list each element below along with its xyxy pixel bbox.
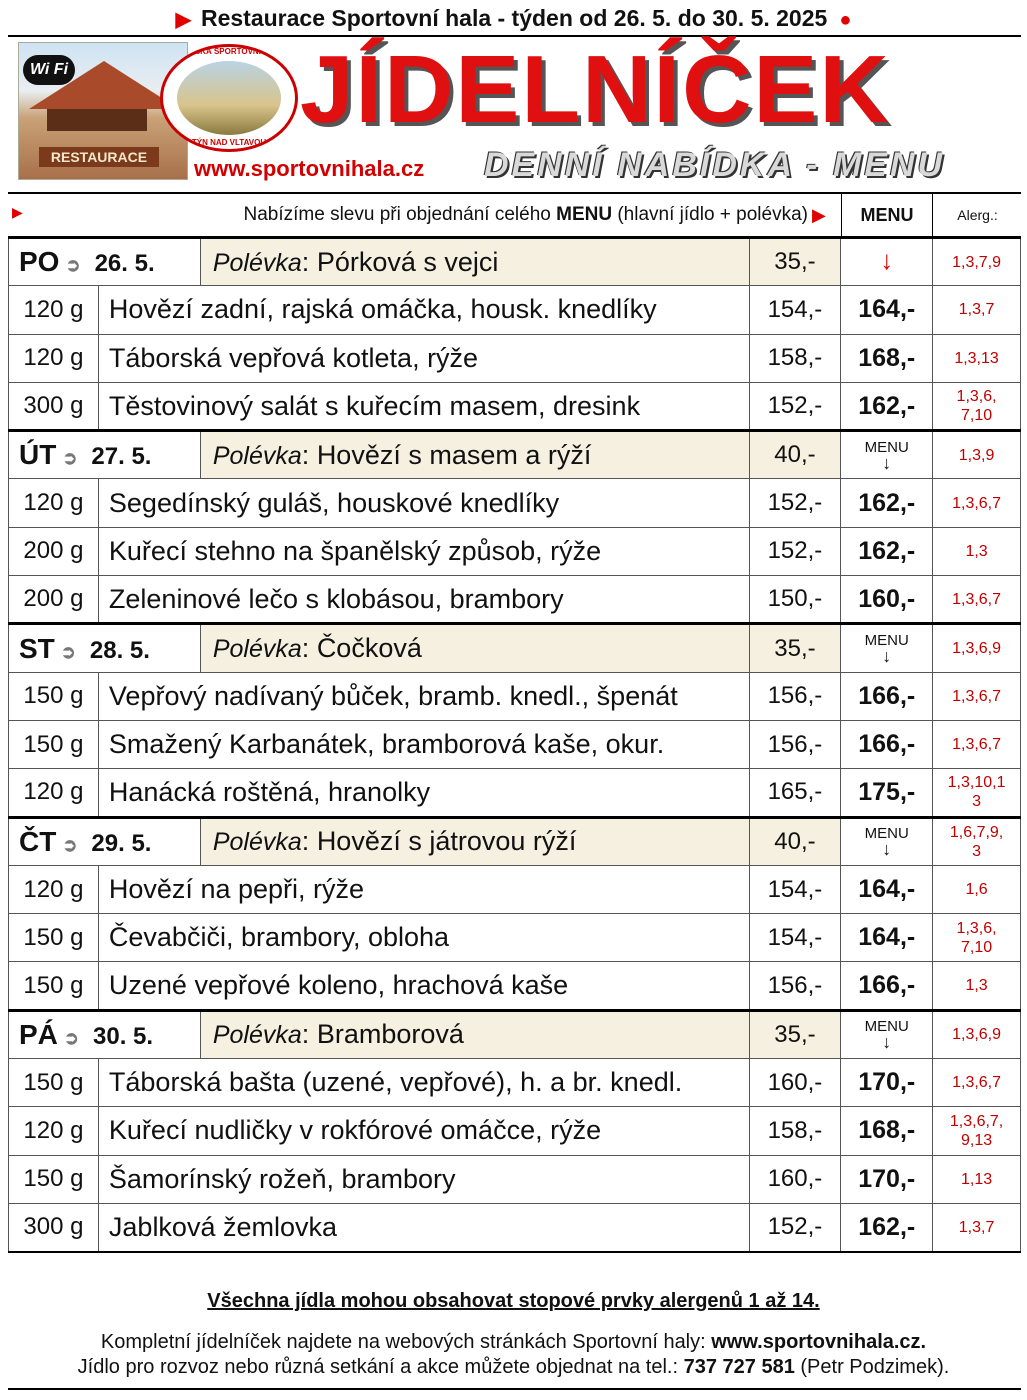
soup-menu-marker (841, 817, 933, 865)
meal-name: Hanácká roštěná, hranolky (98, 769, 749, 817)
meal-weight: 150 g (9, 672, 99, 720)
menu-marker-text: MENU (864, 1018, 909, 1036)
meal-menu-price: 168,- (841, 1107, 933, 1155)
red-triangle-icon: ▶ (175, 9, 191, 31)
meal-menu-price: 166,- (841, 962, 933, 1010)
menu-marker-text: MENU (864, 632, 909, 650)
meal-row (9, 720, 1021, 768)
meal-name: Zeleninové lečo s klobásou, brambory (98, 576, 749, 624)
day-label (9, 238, 201, 286)
meal-row (9, 1107, 1021, 1155)
day-label (9, 817, 201, 865)
meal-menu-price: 162,- (841, 1203, 933, 1251)
meal-row (9, 576, 1021, 624)
meal-allergens: 1,3,13 (933, 334, 1021, 382)
meal-row (9, 334, 1021, 382)
meal-weight: 120 g (9, 769, 99, 817)
meal-menu-price: 162,- (841, 527, 933, 575)
day-name: ST (19, 632, 55, 664)
right-arrow-icon: ➲ (65, 255, 81, 276)
page-title: JÍDELNÍČEK (300, 36, 891, 143)
meal-row (9, 914, 1021, 962)
meal-name: Kuřecí nudličky v rokfórové omáčce, rýže (98, 1107, 749, 1155)
down-arrow-icon: ↓ (882, 1032, 892, 1053)
meal-name: Táborská vepřová kotleta, rýže (98, 334, 749, 382)
day-date: 28. 5. (89, 636, 150, 664)
meal-name: Hovězí na pepři, rýže (98, 865, 749, 913)
meal-price: 152,- (749, 527, 841, 575)
meal-row (9, 1155, 1021, 1203)
meal-name: Uzené vepřové koleno, hrachová kaše (98, 962, 749, 1010)
meal-price: 156,- (749, 720, 841, 768)
day-name: ČT (19, 825, 57, 857)
meal-row (9, 382, 1021, 430)
footer-website: Kompletní jídelníček najdete na webových stránkách Sportovní haly: www.sportovnihala.cz. (100, 1331, 927, 1353)
meal-price: 154,- (749, 914, 841, 962)
meal-menu-price: 162,- (841, 479, 933, 527)
meal-row (9, 672, 1021, 720)
soup-label: Polévka (212, 635, 302, 664)
meal-name: Čevabčiči, brambory, obloha (98, 914, 749, 962)
meal-price: 156,- (749, 672, 841, 720)
meal-price: 160,- (749, 1059, 841, 1107)
meal-menu-price: 164,- (841, 865, 933, 913)
soup-name: Polévka: Bramborová (200, 1010, 749, 1058)
soup-allergens: 1,6,7,9, 3 (933, 817, 1021, 865)
meal-menu-price: 170,- (841, 1059, 933, 1107)
meal-weight: 300 g (9, 382, 99, 430)
meal-name: Těstovinový salát s kuřecím masem, dresink (98, 382, 749, 430)
down-arrow-icon: ↓ (882, 839, 892, 860)
meal-row (9, 769, 1021, 817)
day-name: ÚT (19, 439, 57, 471)
meal-weight: 120 g (9, 334, 99, 382)
meal-weight: 120 g (9, 1107, 99, 1155)
soup-allergens: 1,3,9 (933, 431, 1021, 479)
soup-menu-marker (841, 431, 933, 479)
meal-menu-price: 168,- (841, 334, 933, 382)
day-header-row (9, 1010, 1021, 1058)
soup-allergens: 1,3,6,9 (933, 624, 1021, 672)
soup-name: Polévka: Hovězí s játrovou rýží (200, 817, 749, 865)
meal-row (9, 1059, 1021, 1107)
meal-allergens: 1,6 (933, 865, 1021, 913)
soup-label: Polévka (212, 1021, 302, 1050)
restaurant-sign: RESTAURACE (39, 147, 159, 167)
meal-row (9, 527, 1021, 575)
soup-name: Polévka: Čočková (200, 624, 749, 672)
meal-allergens: 1,3 (933, 527, 1021, 575)
soup-allergens: 1,3,7,9 (933, 238, 1021, 286)
meal-allergens: 1,3,6,7 (933, 672, 1021, 720)
meal-weight: 200 g (9, 576, 99, 624)
meal-row (9, 865, 1021, 913)
meal-allergens: 1,3,7 (933, 1203, 1021, 1251)
soup-label: Polévka (212, 828, 302, 857)
meal-allergens: 1,3,6, 7,10 (933, 914, 1021, 962)
meal-menu-price: 166,- (841, 672, 933, 720)
meal-weight: 150 g (9, 1155, 99, 1203)
day-date: 29. 5. (91, 829, 152, 857)
menu-price-header: MENU (841, 194, 933, 236)
down-arrow-icon: ↓ (880, 244, 894, 275)
soup-text: Bramborová (316, 1019, 464, 1050)
meal-allergens: 1,13 (933, 1155, 1021, 1203)
meal-name: Vepřový nadívaný bůček, bramb. knedl., špenát (98, 672, 749, 720)
meal-price: 160,- (749, 1155, 841, 1203)
meal-weight: 150 g (9, 962, 99, 1010)
meal-name: Táborská bašta (uzené, vepřové), h. a br. knedl. (98, 1059, 749, 1107)
header (8, 38, 1021, 186)
meal-weight: 150 g (9, 720, 99, 768)
meal-allergens: 1,3,10,1 3 (933, 769, 1021, 817)
meal-row (9, 479, 1021, 527)
day-date: 27. 5. (91, 443, 152, 471)
meal-allergens: 1,3,6,7 (933, 479, 1021, 527)
meal-price: 156,- (749, 962, 841, 1010)
meal-price: 152,- (749, 479, 841, 527)
meal-menu-price: 166,- (841, 720, 933, 768)
soup-menu-marker (841, 624, 933, 672)
soup-price: 40,- (749, 817, 841, 865)
meal-weight: 150 g (9, 1059, 99, 1107)
meal-weight: 200 g (9, 527, 99, 575)
day-name: PO (19, 246, 60, 278)
day-date: 30. 5. (93, 1022, 154, 1050)
soup-text: Hovězí s masem a rýží (316, 439, 592, 470)
day-header-row (9, 817, 1021, 865)
right-arrow-icon: ➲ (63, 1027, 79, 1048)
meal-price: 150,- (749, 576, 841, 624)
soup-label: Polévka (212, 441, 302, 470)
meal-name: Smažený Karbanátek, bramborová kaše, okur. (98, 720, 749, 768)
soup-text: Hovězí s játrovou rýží (316, 826, 577, 857)
meal-weight: 300 g (9, 1203, 99, 1251)
soup-text: Pórková s vejci (316, 246, 499, 277)
meal-price: 165,- (749, 769, 841, 817)
day-date: 26. 5. (94, 250, 155, 278)
day-label (9, 431, 201, 479)
meal-price: 154,- (749, 286, 841, 334)
red-dot-icon: ● (839, 9, 852, 31)
menu-table (8, 236, 1021, 1253)
soup-text: Čočková (316, 633, 422, 664)
wifi-icon: Wi Fi (23, 55, 75, 85)
meal-menu-price: 160,- (841, 576, 933, 624)
soup-name: Polévka: Hovězí s masem a rýží (200, 431, 749, 479)
meal-menu-price: 162,- (841, 382, 933, 430)
down-arrow-icon: ↓ (882, 646, 892, 667)
right-arrow-icon: ➲ (62, 448, 78, 469)
soup-price: 35,- (749, 624, 841, 672)
meal-price: 154,- (749, 865, 841, 913)
meal-weight: 120 g (9, 286, 99, 334)
meal-menu-price: 175,- (841, 769, 933, 817)
meal-allergens: 1,3,6,7 (933, 720, 1021, 768)
meal-price: 152,- (749, 1203, 841, 1251)
soup-menu-marker (841, 1010, 933, 1058)
down-arrow-icon: ↓ (882, 452, 892, 473)
day-header-row (9, 624, 1021, 672)
meal-allergens: 1,3,6,7, 9,13 (933, 1107, 1021, 1155)
promo-row (8, 192, 1021, 236)
day-label (9, 624, 201, 672)
soup-price: 35,- (749, 238, 841, 286)
meal-name: Hovězí zadní, rajská omáčka, housk. knedlíky (98, 286, 749, 334)
meal-row (9, 286, 1021, 334)
menu-marker-text: MENU (864, 438, 909, 456)
top-banner-text: Restaurace Sportovní hala - týden od 26. 5. do 30. 5. 2025 (200, 5, 828, 31)
allergen-note: Všechna jídla mohou obsahovat stopové prvky alergenů 1 až 14. (207, 1290, 820, 1312)
allergen-header: Alerg.: (957, 207, 998, 223)
meal-allergens: 1,3,6,7 (933, 1059, 1021, 1107)
divider (8, 1388, 1021, 1390)
day-name: PÁ (19, 1018, 58, 1050)
soup-menu-marker (841, 238, 933, 286)
soup-allergens: 1,3,6,9 (933, 1010, 1021, 1058)
soup-price: 35,- (749, 1010, 841, 1058)
soup-name: Polévka: Pórková s vejci (200, 238, 749, 286)
meal-name: Segedínský guláš, houskové knedlíky (98, 479, 749, 527)
red-triangle-icon: ▶ (12, 204, 23, 220)
meal-weight: 150 g (9, 914, 99, 962)
meal-allergens: 1,3 (933, 962, 1021, 1010)
right-arrow-icon: ➲ (60, 641, 76, 662)
day-header-row (9, 238, 1021, 286)
meal-menu-price: 170,- (841, 1155, 933, 1203)
meal-name: Kuřecí stehno na španělský způsob, rýže (98, 527, 749, 575)
meal-weight: 120 g (9, 865, 99, 913)
meal-price: 152,- (749, 382, 841, 430)
meal-menu-price: 164,- (841, 914, 933, 962)
meal-price: 158,- (749, 1107, 841, 1155)
meal-name: Šamorínský rožeň, brambory (98, 1155, 749, 1203)
meal-weight: 120 g (9, 479, 99, 527)
promo-text: Nabízíme slevu při objednání celého MENU (hlavní jídlo + polévka) (243, 204, 808, 225)
meal-row (9, 962, 1021, 1010)
website-link[interactable]: www.sportovnihala.cz (194, 156, 425, 181)
top-banner (0, 0, 1027, 36)
day-label (9, 1010, 201, 1058)
meal-name: Jablková žemlovka (98, 1203, 749, 1251)
meal-allergens: 1,3,6,7 (933, 576, 1021, 624)
day-header-row (9, 431, 1021, 479)
footer-phone: Jídlo pro rozvoz nebo různá setkání a akce můžete objednat na tel.: 737 727 581 (Petr Podzimek). (77, 1356, 950, 1378)
right-arrow-icon: ➲ (62, 834, 78, 855)
sports-hall-badge: MĚSTSKÁ SPORTOVNÍ HALA TÝN NAD VLTAVOU (160, 44, 298, 152)
meal-allergens: 1,3,7 (933, 286, 1021, 334)
red-triangle-icon: ▶ (812, 205, 826, 225)
page-subtitle: DENNÍ NABÍDKA - MENU (484, 146, 946, 184)
meal-allergens: 1,3,6, 7,10 (933, 382, 1021, 430)
menu-marker-text: MENU (864, 825, 909, 843)
meal-price: 158,- (749, 334, 841, 382)
soup-price: 40,- (749, 431, 841, 479)
soup-label: Polévka (212, 248, 302, 277)
meal-row (9, 1203, 1021, 1251)
meal-menu-price: 164,- (841, 286, 933, 334)
